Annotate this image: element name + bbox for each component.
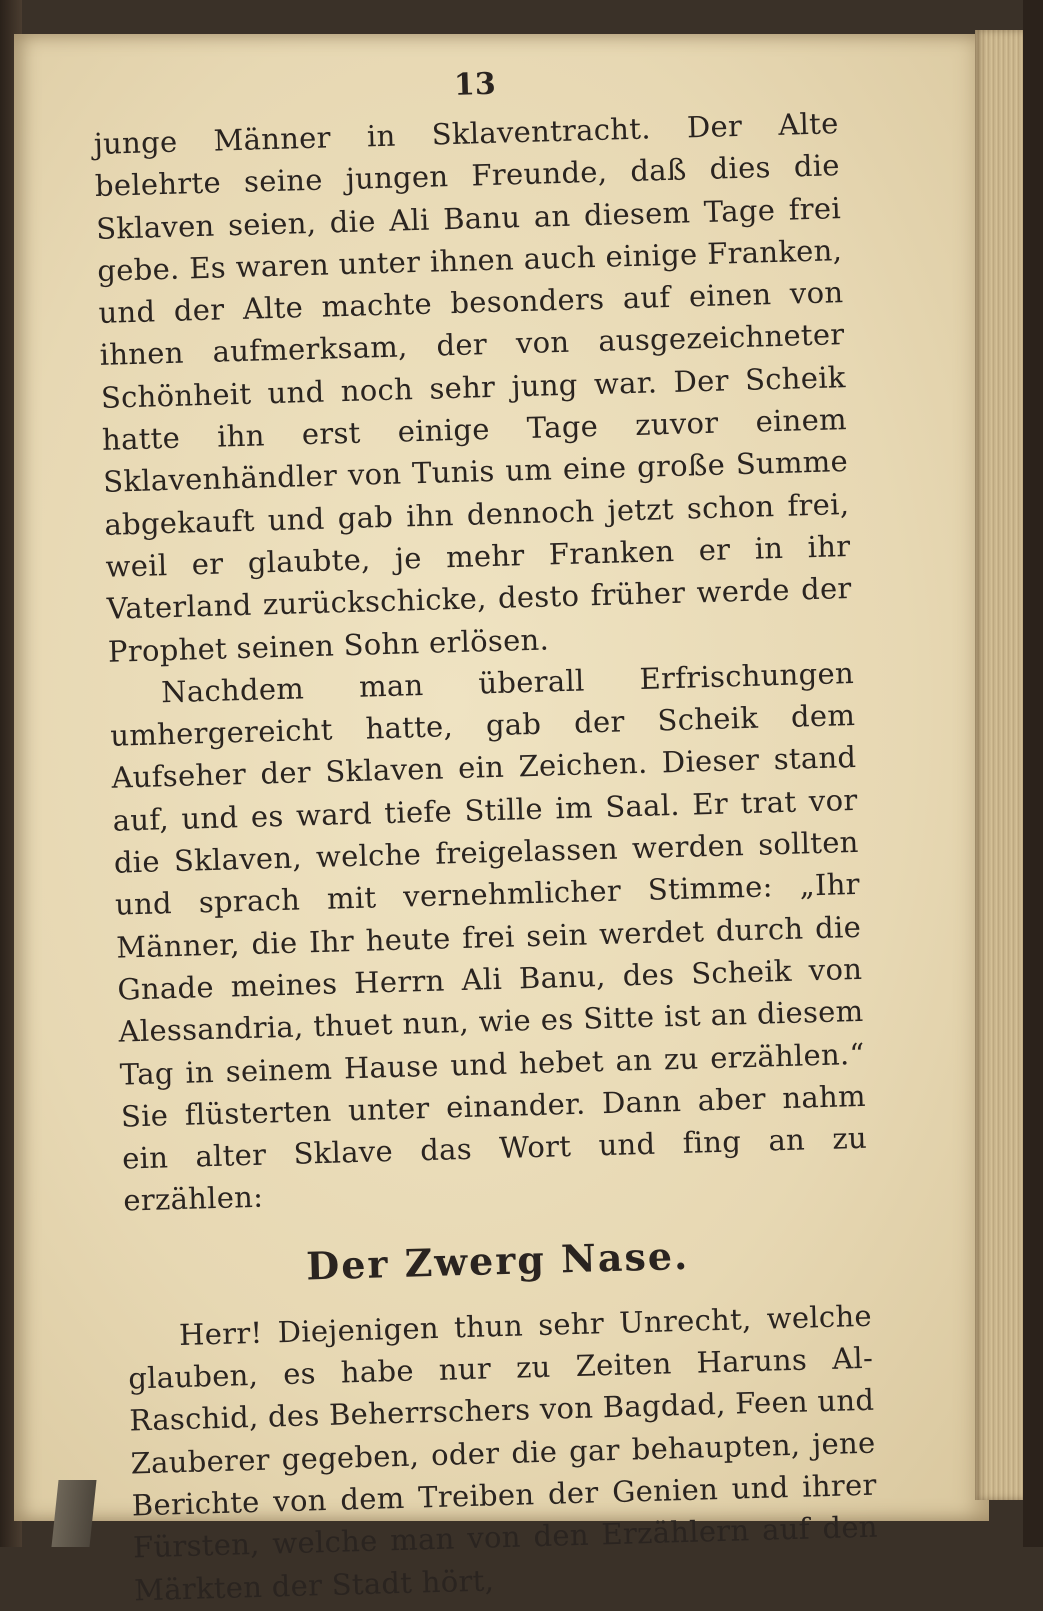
- section-paragraph: Herr! Diejenigen thun sehr Unrecht, welche glauben, es habe nur zu Zeiten Haruns Al-Raschid, des Beherrschers von Bagdad, Feen und Zauberer gegeben, oder die gar behaupten, jene Berichte von dem Treiben der Genien und ihrer Fürsten, welche man von den Erzählern auf den Märkten der Stadt hört,: [127, 1298, 879, 1607]
- page-number: 13: [453, 66, 497, 103]
- bookmark-ribbon: [51, 1480, 96, 1547]
- paragraph-1: junge Männer in Sklaventracht. Der Alte belehrte seine jungen Freunde, daß dies die Sklaven seien, die Ali Banu an diesem Tage frei gebe. Es waren unter ihnen auch einige Franken, und der Alte machte besonders auf einen von ihnen aufmerksam, der von ausgezeichneter Schönheit und noch sehr jung war. Der Scheik hatte ihn erst einige Tage zuvor einem Sklavenhändler von Tunis um eine große Summe abgekauft und gab ihn dennoch jetzt schon frei, weil er glaubte, je mehr Franken er in ihr Vaterland zurückschicke, desto früher werde der Prophet seinen Sohn erlösen.: [93, 106, 853, 669]
- text-block: [92, 57, 880, 1611]
- section-title: Der Zwerg Nase.: [305, 1232, 690, 1289]
- paragraph-2: Nachdem man überall Erfrischungen umhergereicht hatte, gab der Scheik dem Aufseher der Sklaven ein Zeichen. Dieser stand auf, und es ward tiefe Stille im Saal. Er trat vor die Sklaven, welche freigelassen werden sollten und sprach mit vernehmlicher Stimme: „Ihr Männer, die Ihr heute frei sein werdet durch die Gnade meines Herrn Ali Banu, des Scheik von Alessandria, thuet nun, wie es Sitte ist an diesem Tag in seinem Hause und hebet an zu erzählen.“ Sie flüsterten unter einander. Dann aber nahm ein alter Sklave das Wort und fing an zu erzählen:: [109, 655, 868, 1218]
- page-edges: [975, 30, 1029, 1500]
- book-cover-right: [1023, 0, 1043, 1547]
